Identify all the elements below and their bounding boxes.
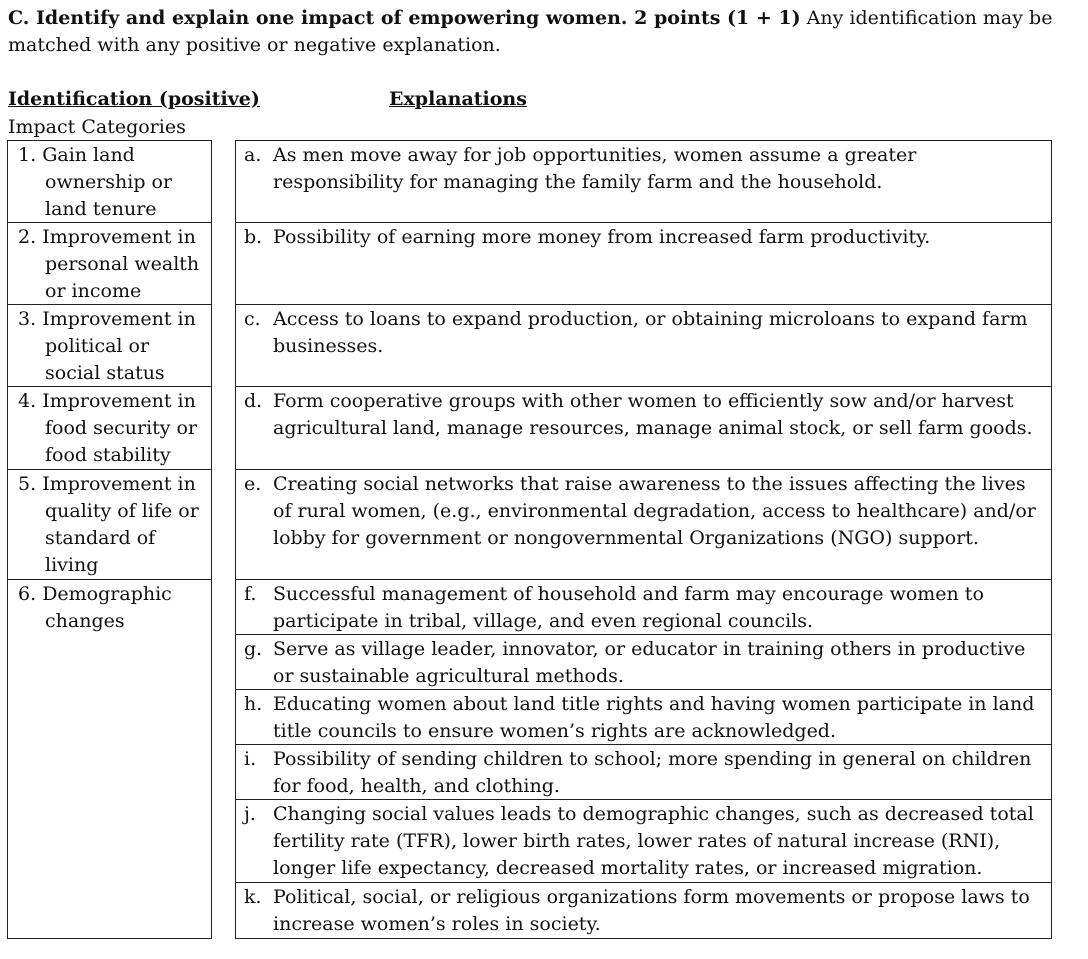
explanation-letter: a. (244, 144, 262, 166)
category-number: 4. (18, 390, 37, 412)
explanations-heading: Explanations (389, 88, 527, 110)
explanations-table (235, 140, 1052, 939)
explanation-letter: d. (244, 390, 263, 412)
question-instructions: Any identification may be matched with any positive or negative explanation. (8, 7, 1053, 56)
explanation-letter: j. (244, 803, 256, 825)
category-text: Improvement in food security or food stability (42, 390, 198, 466)
explanation-text: Access to loans to expand production, or obtaining microloans to expand farm businesses. (273, 308, 1028, 357)
explanation-text: Successful management of household and farm may encourage women to participate in tribal, village, and even regional councils. (273, 583, 984, 632)
explanation-row (236, 141, 1051, 223)
category-row (8, 223, 211, 305)
explanation-text: Possibility of earning more money from increased farm productivity. (273, 226, 931, 248)
explanation-text: Creating social networks that raise awareness to the issues affecting the lives of rural women, (e.g., environmental degradation, access to healthcare) and/or lobby for government or nongovernmental Organizations (NGO) support. (273, 473, 1036, 549)
category-row (8, 470, 211, 580)
explanation-text: Changing social values leads to demographic changes, such as decreased total fertility rate (TFR), lower birth rates, lower rates of natural increase (RNI), longer life expectancy, decreased mortality rates, or increased migration. (273, 803, 1034, 879)
category-text: Gain land ownership or land tenure (42, 144, 173, 220)
category-text: Improvement in quality of life or standard of living (42, 473, 199, 576)
explanation-row (236, 305, 1051, 387)
explanation-row (236, 690, 1051, 745)
category-text: Improvement in political or social status (42, 308, 196, 384)
question-header (8, 5, 1078, 59)
explanation-row (236, 580, 1051, 635)
explanation-row (236, 635, 1051, 690)
category-number: 6. (18, 583, 37, 605)
category-row (8, 305, 211, 387)
explanation-letter: i. (244, 748, 257, 770)
explanation-text: Form cooperative groups with other women to efficiently sow and/or harvest agricultural land, manage resources, manage animal stock, or sell farm goods. (273, 390, 1033, 439)
explanation-row (236, 470, 1051, 580)
category-text: Improvement in personal wealth or income (42, 226, 200, 302)
impact-categories-label: Impact Categories (8, 116, 186, 138)
explanation-text: Possibility of sending children to school; more spending in general on children for food, health, and clothing. (273, 748, 1032, 797)
question-title: C. Identify and explain one impact of empowering women. 2 points (1 + 1) (8, 7, 801, 29)
explanation-letter: b. (244, 226, 263, 248)
explanation-row (236, 800, 1051, 883)
explanation-row (236, 745, 1051, 800)
explanation-row (236, 223, 1051, 305)
explanation-text: Serve as village leader, innovator, or educator in training others in productive or sustainable agricultural methods. (273, 638, 1026, 687)
impact-categories-table (7, 140, 212, 939)
category-row (8, 387, 211, 470)
category-number: 5. (18, 473, 37, 495)
explanation-row (236, 883, 1051, 937)
explanation-letter: h. (244, 693, 263, 715)
identification-heading: Identification (positive) (8, 88, 260, 110)
category-row (8, 141, 211, 223)
explanation-letter: e. (244, 473, 262, 495)
explanation-row (236, 387, 1051, 470)
explanation-text: As men move away for job opportunities, women assume a greater responsibility for managing the family farm and the household. (273, 144, 917, 193)
category-number: 2. (18, 226, 37, 248)
explanation-letter: k. (244, 886, 262, 908)
category-number: 3. (18, 308, 37, 330)
category-row (8, 580, 211, 937)
category-number: 1. (18, 144, 37, 166)
category-text: Demographic changes (42, 583, 172, 632)
explanation-text: Political, social, or religious organizations form movements or propose laws to increase women’s roles in society. (273, 886, 1030, 935)
explanation-letter: f. (244, 583, 257, 605)
explanation-text: Educating women about land title rights and having women participate in land title councils to ensure women’s rights are acknowledged. (273, 693, 1035, 742)
explanation-letter: g. (244, 638, 263, 660)
explanation-letter: c. (244, 308, 261, 330)
